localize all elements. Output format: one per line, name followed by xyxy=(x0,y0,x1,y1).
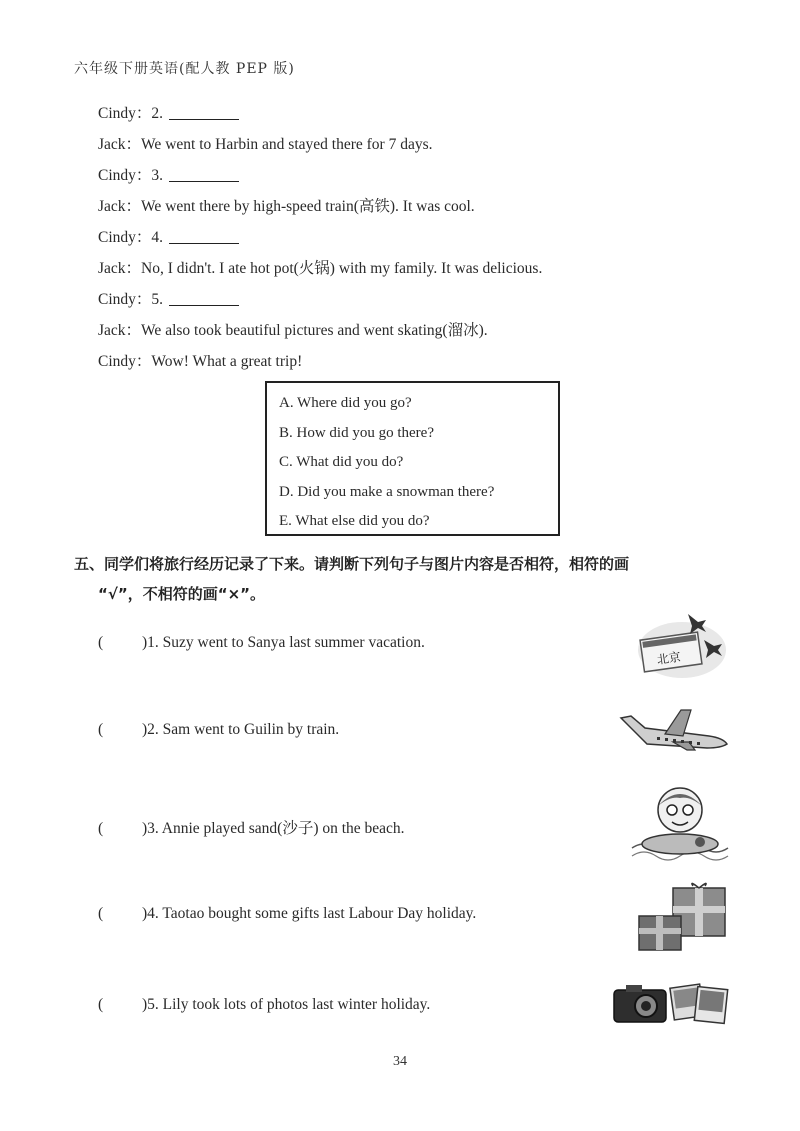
option-c: C. What did you do? xyxy=(279,454,404,470)
item-text: )1. Suzy went to Sanya last summer vacation. xyxy=(142,634,425,651)
judge-item-1 xyxy=(98,634,425,652)
speaker: Cindy： xyxy=(98,105,152,122)
judge-item-4 xyxy=(98,905,476,923)
dialog xyxy=(98,98,718,377)
speaker: Cindy： xyxy=(98,229,152,246)
speaker: Cindy： xyxy=(98,353,152,370)
judge-item-5 xyxy=(98,996,430,1014)
dialog-text: 5. xyxy=(151,291,164,308)
speaker: Cindy： xyxy=(98,167,152,184)
section-five-instructions xyxy=(74,549,754,609)
dialog-text: We also took beautiful pictures and went skating(溜冰). xyxy=(141,322,488,339)
item-text: )3. Annie played sand(沙子) on the beach. xyxy=(142,820,405,837)
airplane-icon xyxy=(617,706,729,752)
dialog-line xyxy=(98,253,718,284)
speaker: Jack： xyxy=(98,322,142,339)
answer-blank[interactable] xyxy=(169,163,239,182)
dialog-line xyxy=(98,222,718,253)
option-d: D. Did you make a snowman there? xyxy=(279,483,495,500)
dialog-text: 2. xyxy=(151,105,164,122)
judge-item-3 xyxy=(98,816,405,838)
answer-blank[interactable] xyxy=(169,287,239,306)
answer-blank[interactable] xyxy=(169,101,239,120)
option-b: B. How did you go there? xyxy=(279,424,434,441)
answer-paren[interactable]: ( xyxy=(98,721,104,738)
speaker: Jack： xyxy=(98,136,142,153)
answer-paren[interactable]: ( xyxy=(98,820,104,837)
page-header: 六年级下册英语(配人教 PEP 版) xyxy=(74,61,295,77)
option-a: A. Where did you go? xyxy=(279,395,412,411)
dialog-line xyxy=(98,315,718,346)
item-text: )5. Lily took lots of photos last winter holiday. xyxy=(142,996,431,1013)
dialog-line xyxy=(98,160,718,191)
speaker: Cindy： xyxy=(98,291,152,308)
dialog-line xyxy=(98,346,718,377)
answer-blank[interactable] xyxy=(169,225,239,244)
options-box xyxy=(265,381,560,536)
beijing-label: 北京 xyxy=(656,649,682,667)
speaker: Jack： xyxy=(98,260,142,277)
dialog-text: 3. xyxy=(151,167,164,184)
dialog-line xyxy=(98,98,718,129)
dialog-line xyxy=(98,129,718,160)
item-text: )2. Sam went to Guilin by train. xyxy=(142,721,340,738)
dialog-text: 4. xyxy=(151,229,164,246)
camera-photos-icon xyxy=(612,980,730,1026)
answer-paren[interactable]: ( xyxy=(98,905,104,922)
dialog-text: No, I didn't. I ate hot pot(火锅) with my family. It was delicious. xyxy=(141,260,543,277)
instruction-line-2: “√”，不相符的画“×”。 xyxy=(98,585,266,603)
option-e: E. What else did you do? xyxy=(279,513,430,529)
item-text: )4. Taotao bought some gifts last Labour Day holiday. xyxy=(142,905,477,922)
answer-paren[interactable]: ( xyxy=(98,996,104,1013)
dialog-line xyxy=(98,284,718,315)
dialog-text: We went to Harbin and stayed there for 7 days. xyxy=(141,136,433,153)
dialog-line xyxy=(98,191,718,222)
judge-item-2 xyxy=(98,721,339,739)
dialog-text: We went there by high-speed train(高铁). It was cool. xyxy=(141,198,475,215)
swimmer-icon xyxy=(630,782,730,864)
speaker: Jack： xyxy=(98,198,142,215)
answer-paren[interactable]: ( xyxy=(98,634,104,651)
gift-boxes-icon xyxy=(637,880,729,952)
dialog-text: Wow! What a great trip! xyxy=(151,353,303,370)
instruction-line-1: 五、同学们将旅行经历记录了下来。请判断下列句子与图片内容是否相符，相符的画 xyxy=(74,555,630,573)
page-number: 34 xyxy=(393,1054,407,1069)
beijing-sign-icon xyxy=(636,608,728,680)
